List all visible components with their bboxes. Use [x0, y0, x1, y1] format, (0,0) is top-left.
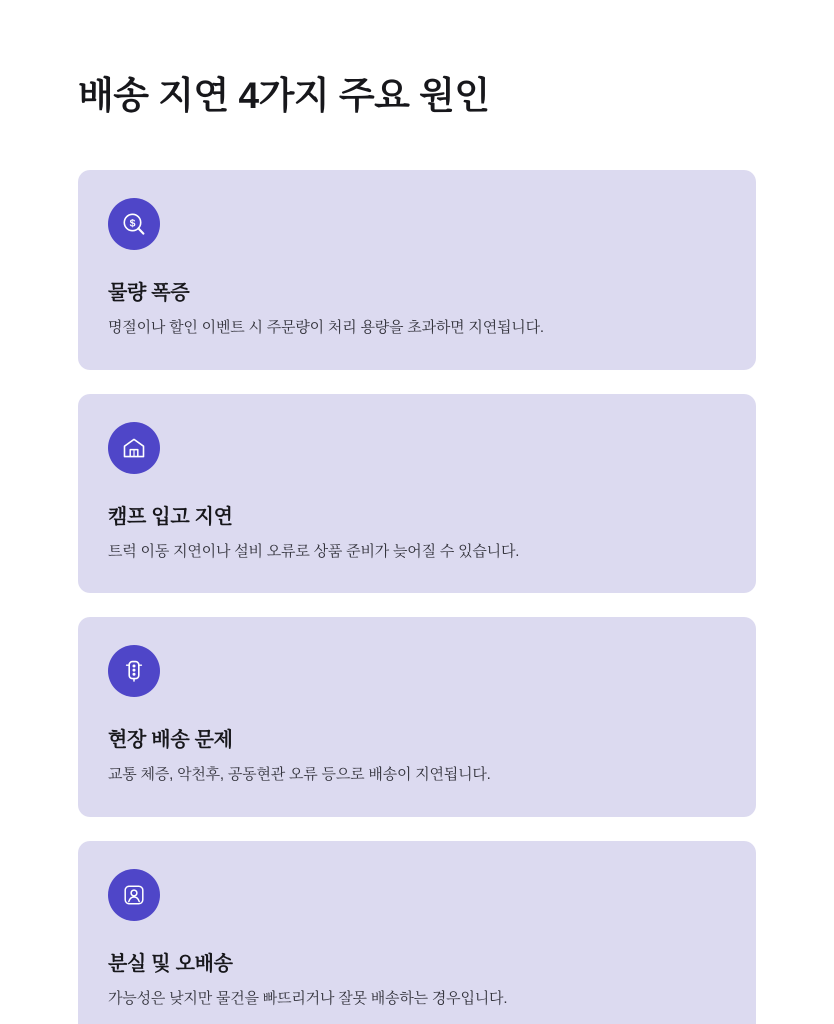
card-title: 물량 폭증	[108, 282, 190, 305]
lost-package-person-icon	[108, 869, 160, 921]
cause-card-camp-inbound-delay	[78, 394, 756, 594]
page-title: 배송 지연 4가지 주요 원인	[78, 75, 490, 116]
warehouse-icon	[108, 422, 160, 474]
card-description: 교통 체증, 악천후, 공동현관 오류 등으로 배송이 지연됩니다.	[108, 766, 491, 784]
card-description: 가능성은 낮지만 물건을 빠뜨리거나 잘못 배송하는 경우입니다.	[108, 989, 508, 1007]
card-title: 분실 및 오배송	[108, 952, 233, 975]
cause-card-field-delivery-issue	[78, 617, 756, 817]
card-title: 캠프 입고 지연	[108, 505, 233, 528]
card-title: 현장 배송 문제	[108, 729, 233, 752]
magnifier-dollar-icon	[108, 198, 160, 250]
card-description: 트럭 이동 지연이나 설비 오류로 상품 준비가 늦어질 수 있습니다.	[108, 542, 520, 560]
traffic-light-icon	[108, 645, 160, 697]
svg-text:$: $	[129, 217, 136, 230]
cause-card-list	[78, 170, 756, 1024]
cause-card-lost-misdelivery	[78, 841, 756, 1024]
card-description: 명절이나 할인 이벤트 시 주문량이 처리 용량을 초과하면 지연됩니다.	[108, 319, 544, 337]
cause-card-volume-surge	[78, 170, 756, 370]
